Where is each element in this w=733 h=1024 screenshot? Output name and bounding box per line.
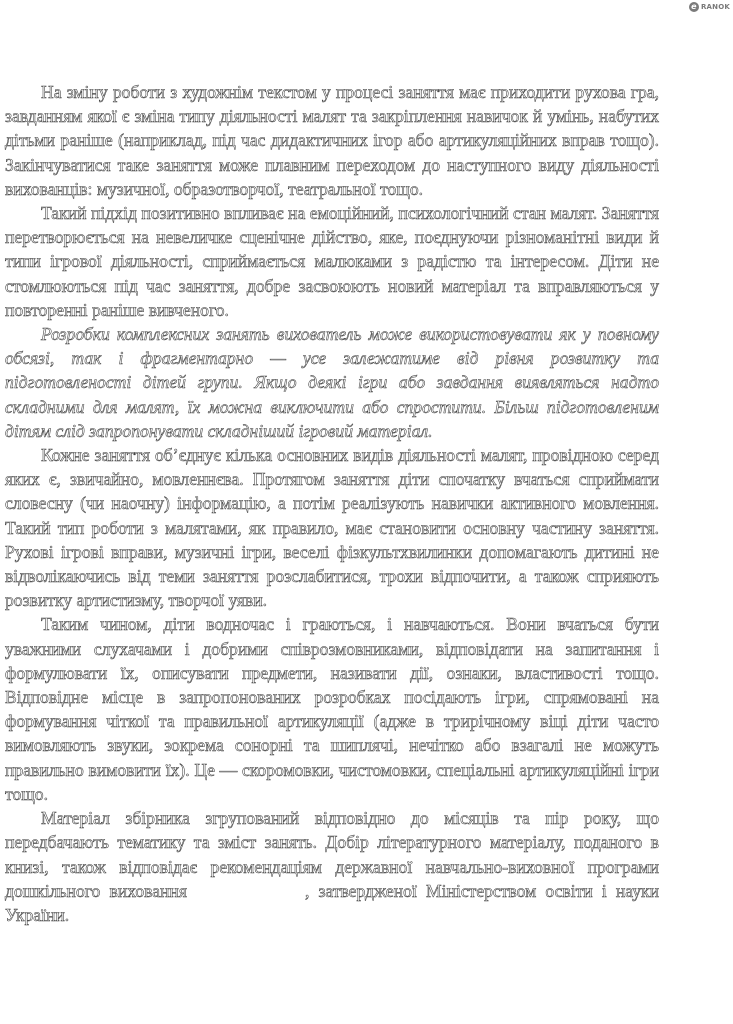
publisher-logo	[689, 2, 730, 12]
paragraph-5: Таким чином, діти водночас і граються, і навчаються. Вони вчаться бути уважними слухачами і добрими співрозмовниками, відповідати на запитання і формулювати їх, описувати предмети, називати дії, ознаки, властивості тощо. Відповідне місце в запропонованих розробках посідають ігри, спрямовані на формування чіткої та правильної артикуляції (адже в трирічному віці діти часто вимовляють звуки, зокрема сонорні та шиплячі, нечітко або взагалі не можуть правильно вимовити їх). Це — скоромовки, чистомовки, спеціальні артикуляційні ігри тощо.	[5, 614, 659, 804]
publisher-logo-icon: e	[689, 2, 699, 12]
publisher-logo-text: RANOK	[700, 3, 730, 11]
paragraph-1: На зміну роботи з художнім текстом у процесі заняття має приходити рухова гра, завданням якої є зміна типу діяльності малят та закріплення навичок й умінь, набутих дітьми раніше (наприклад, під час дидактичних ігор або артикуляційних вправ тощо). Закінчуватися таке заняття може плавним переходом до наступного виду діяльності вихованців: музичної, образотворчої, театральної тощо.	[5, 82, 659, 199]
document-page	[0, 80, 733, 927]
paragraph-4: Кожне заняття об’єднує кілька основних видів діяльності малят, провідною серед яких є, звичайно, мовленнєва. Протягом заняття діти спочатку вчаться сприймати словесну (чи наочну) інформацію, а потім реалізують навички активного мовлення. Такий тип роботи з малятами, як правило, має становити основну частину заняття. Рухові ігрові вправи, музичні ігри, веселі фізкультхвилинки допомагають дитині не відволікаючись від теми заняття розслабитися, трохи відпочити, а також сприяють розвитку артистизму, творчої уяви.	[5, 445, 659, 611]
paragraph-6	[5, 806, 659, 927]
paragraph-6-end: , затвердженої Міністерством освіти і науки України.	[5, 880, 659, 925]
paragraph-3-italic: Розробки комплексних занять вихователь може використовувати як у повному обсязі, так і фрагментарно — усе залежатиме від рівня розвитку та підготовленості дітей групи. Якщо деякі ігри або завдання виявляться надто складними для малят, їх можна виключити або спростити. Більш підготовленим дітям слід запропонувати складніший ігровий матеріал.	[5, 324, 659, 441]
paragraph-6-start: Матеріал збірника згрупований відповідно до місяців та пір року, що передбачають тематику та зміст занять. Добір літературного матеріалу, поданого в книзі, також відповідає рекомендаціям державної навчально-виховної програми дошкільного виховання	[5, 808, 659, 901]
paragraph-2: Такий підхід позитивно впливає на емоційний, психологічний стан малят. Заняття перетворюється на невеличке сценічне дійство, яке, поєднуючи різноманітні види й типи ігрової діяльності, сприймається малюками з радістю та інтересом. Діти не стомлюються під час заняття, добре засвоюють новий матеріал та вправляються у повторенні раніше вивченого.	[5, 203, 659, 320]
